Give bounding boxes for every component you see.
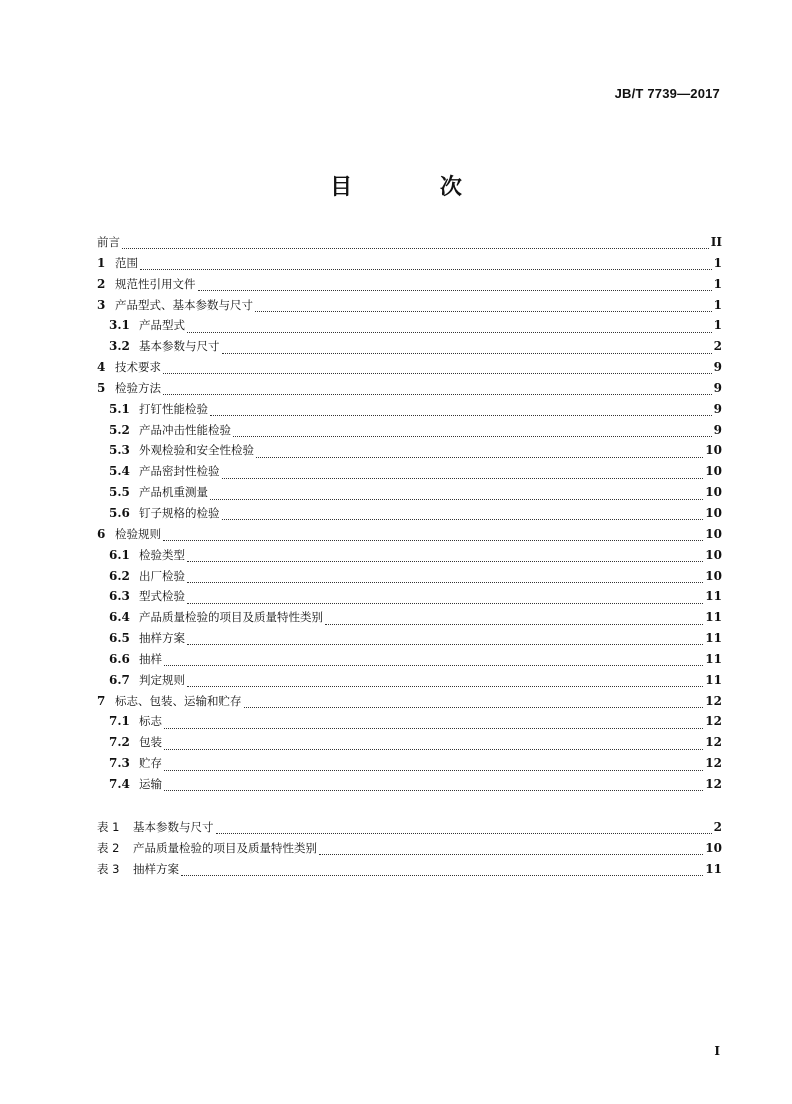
toc-entry-page: 11 (705, 631, 722, 646)
toc-entry-title: 抽样 (139, 651, 162, 666)
dot-leader (164, 727, 703, 729)
table-of-contents (97, 234, 722, 797)
toc-entry[interactable] (97, 463, 722, 484)
dot-leader (325, 623, 703, 625)
table-entry[interactable] (97, 819, 722, 840)
toc-entry[interactable] (97, 547, 722, 568)
toc-entry-number: 6.6 (109, 651, 130, 666)
toc-entry-page: 11 (705, 589, 722, 604)
toc-entry-number: 1 (97, 255, 106, 270)
dot-leader (187, 643, 703, 645)
toc-entry-title: 出厂检验 (139, 568, 185, 583)
toc-entry-title: 判定规则 (139, 672, 185, 687)
toc-entry-number: 7.1 (109, 714, 130, 729)
table-entry[interactable] (97, 840, 722, 861)
toc-entry-title: 标志 (139, 714, 162, 729)
toc-entry-page: 9 (713, 401, 722, 416)
toc-entry[interactable] (97, 713, 722, 734)
toc-entry[interactable] (97, 380, 722, 401)
dot-leader (319, 853, 703, 855)
toc-entry-number: 5.6 (109, 505, 130, 520)
dot-leader (210, 498, 703, 500)
toc-entry-number: 6.7 (109, 672, 130, 687)
toc-entry-page: 1 (713, 318, 722, 333)
toc-entry-number: 6.5 (109, 631, 130, 646)
toc-entry[interactable] (97, 401, 722, 422)
dot-leader (163, 372, 712, 374)
toc-entry-page: 11 (705, 610, 722, 625)
toc-entry-number: 6.4 (109, 610, 130, 625)
dot-leader (256, 456, 703, 458)
dot-leader (164, 789, 703, 791)
toc-entry-page: 12 (705, 735, 722, 750)
toc-entry-page: 2 (713, 339, 722, 354)
dot-leader (187, 331, 712, 333)
toc-entry-number: 5.2 (109, 422, 130, 437)
table-entry-label: 表 1 (97, 820, 120, 834)
toc-entry[interactable] (97, 672, 722, 693)
toc-entry[interactable] (97, 734, 722, 755)
toc-entry[interactable] (97, 505, 722, 526)
toc-entry-number: 2 (97, 276, 106, 291)
toc-entry-title: 技术要求 (115, 360, 161, 375)
toc-entry[interactable] (97, 609, 722, 630)
toc-entry-title: 外观检验和安全性检验 (139, 443, 254, 458)
toc-entry-page: 1 (713, 297, 722, 312)
table-entry-page: 11 (705, 861, 722, 876)
list-of-tables (97, 819, 722, 882)
page-number: I (714, 1044, 720, 1058)
toc-entry-title: 产品型式、基本参数与尺寸 (115, 297, 253, 312)
toc-entry-number: 7.2 (109, 735, 130, 750)
dot-leader (222, 518, 704, 520)
toc-entry-page: 1 (713, 255, 722, 270)
dot-leader (164, 664, 703, 666)
toc-entry-number: 7.3 (109, 756, 130, 771)
toc-entry-number: 5.5 (109, 485, 130, 500)
table-entry-title: 基本参数与尺寸 (133, 820, 214, 834)
toc-entry[interactable] (97, 651, 722, 672)
dot-leader (181, 874, 703, 876)
toc-entry-number: 6.1 (109, 547, 130, 562)
toc-entry[interactable] (97, 422, 722, 443)
toc-entry[interactable] (97, 297, 722, 318)
dot-leader (233, 435, 712, 437)
dot-leader (244, 706, 704, 708)
toc-entry-page: 9 (713, 380, 722, 395)
toc-entry-page: 1 (713, 276, 722, 291)
table-entry-label: 表 3 (97, 861, 120, 876)
dot-leader (163, 539, 703, 541)
toc-entry-number: 5.1 (109, 401, 130, 416)
toc-entry-title: 产品冲击性能检验 (139, 422, 231, 437)
dot-leader (216, 832, 712, 834)
dot-leader (140, 268, 712, 270)
toc-entry-title: 产品机重测量 (139, 485, 208, 500)
toc-entry-page: 11 (705, 672, 722, 687)
toc-entry-title: 包装 (139, 735, 162, 750)
toc-entry[interactable] (97, 234, 722, 255)
toc-entry[interactable] (97, 776, 722, 797)
toc-entry-title: 产品型式 (139, 318, 185, 333)
dot-leader (198, 289, 712, 291)
dot-leader (255, 310, 712, 312)
toc-entry-title: 检验方法 (115, 380, 161, 395)
toc-entry[interactable] (97, 755, 722, 776)
toc-entry-title: 基本参数与尺寸 (139, 339, 220, 354)
dot-leader (164, 769, 703, 771)
dot-leader (222, 352, 712, 354)
toc-entry[interactable] (97, 630, 722, 651)
toc-entry-title: 标志、包装、运输和贮存 (115, 693, 242, 708)
toc-entry-number: 7 (97, 693, 106, 708)
toc-entry[interactable] (97, 359, 722, 380)
toc-entry-number: 4 (97, 360, 106, 375)
toc-entry-title: 检验类型 (139, 547, 185, 562)
toc-entry[interactable] (97, 338, 722, 359)
toc-entry-title: 运输 (139, 776, 162, 791)
toc-entry-page: 12 (705, 693, 722, 708)
toc-entry[interactable] (97, 317, 722, 338)
dot-leader (187, 685, 703, 687)
toc-entry[interactable] (97, 276, 722, 297)
toc-entry-title: 范围 (115, 255, 138, 270)
toc-entry-title: 型式检验 (139, 589, 185, 604)
toc-entry-number: 5.4 (109, 464, 130, 479)
toc-entry[interactable] (97, 693, 722, 714)
toc-entry-title: 贮存 (139, 756, 162, 771)
toc-entry-page: 12 (705, 776, 722, 791)
toc-entry-number: 3.2 (109, 339, 130, 354)
toc-entry-number: 3 (97, 297, 106, 312)
toc-entry[interactable] (97, 526, 722, 547)
toc-entry-number: 3.1 (109, 318, 130, 333)
toc-entry-number: 6 (97, 526, 106, 541)
toc-entry[interactable] (97, 568, 722, 589)
table-entry-title: 产品质量检验的项目及质量特性类别 (133, 840, 317, 855)
dot-leader (164, 748, 703, 750)
dot-leader (122, 247, 709, 249)
table-entry-page: 10 (705, 840, 722, 855)
toc-entry-page: II (710, 235, 722, 249)
toc-entry-number: 6.3 (109, 589, 130, 604)
dot-leader (163, 393, 712, 395)
dot-leader (187, 560, 703, 562)
toc-entry-title: 规范性引用文件 (115, 276, 196, 291)
toc-entry-page: 10 (705, 568, 722, 583)
table-entry[interactable] (97, 861, 722, 882)
toc-entry[interactable] (97, 255, 722, 276)
toc-entry-number: 5 (97, 380, 106, 395)
standard-number: JB/T 7739—2017 (614, 86, 720, 101)
toc-entry-number: 7.4 (109, 776, 130, 791)
toc-entry-page: 10 (705, 485, 722, 500)
toc-entry-title: 前言 (97, 235, 120, 249)
toc-entry[interactable] (97, 588, 722, 609)
toc-entry-title: 产品密封性检验 (139, 464, 220, 479)
toc-entry-page: 12 (705, 714, 722, 729)
toc-entry[interactable] (97, 442, 722, 463)
toc-entry-title: 打钉性能检验 (139, 401, 208, 416)
table-entry-title: 抽样方案 (133, 861, 179, 876)
dot-leader (187, 581, 703, 583)
toc-entry-page: 10 (705, 526, 722, 541)
toc-entry-page: 12 (705, 756, 722, 771)
toc-entry-page: 10 (705, 505, 722, 520)
toc-entry-page: 11 (705, 651, 722, 666)
toc-entry-title: 产品质量检验的项目及质量特性类别 (139, 610, 323, 625)
toc-entry-title: 检验规则 (115, 526, 161, 541)
dot-leader (222, 477, 704, 479)
toc-entry-number: 6.2 (109, 568, 130, 583)
page-title: 目 次 (330, 175, 502, 200)
table-entry-label: 表 2 (97, 840, 120, 855)
toc-entry-title: 钉子规格的检验 (139, 505, 220, 520)
toc-entry-page: 9 (713, 360, 722, 375)
toc-entry-page: 9 (713, 422, 722, 437)
toc-entry-page: 10 (705, 547, 722, 562)
toc-entry-number: 5.3 (109, 443, 130, 458)
toc-entry[interactable] (97, 484, 722, 505)
dot-leader (187, 602, 703, 604)
dot-leader (210, 414, 712, 416)
toc-entry-page: 10 (705, 464, 722, 479)
toc-entry-page: 10 (705, 443, 722, 458)
toc-entry-title: 抽样方案 (139, 631, 185, 646)
table-entry-page: 2 (713, 820, 722, 834)
